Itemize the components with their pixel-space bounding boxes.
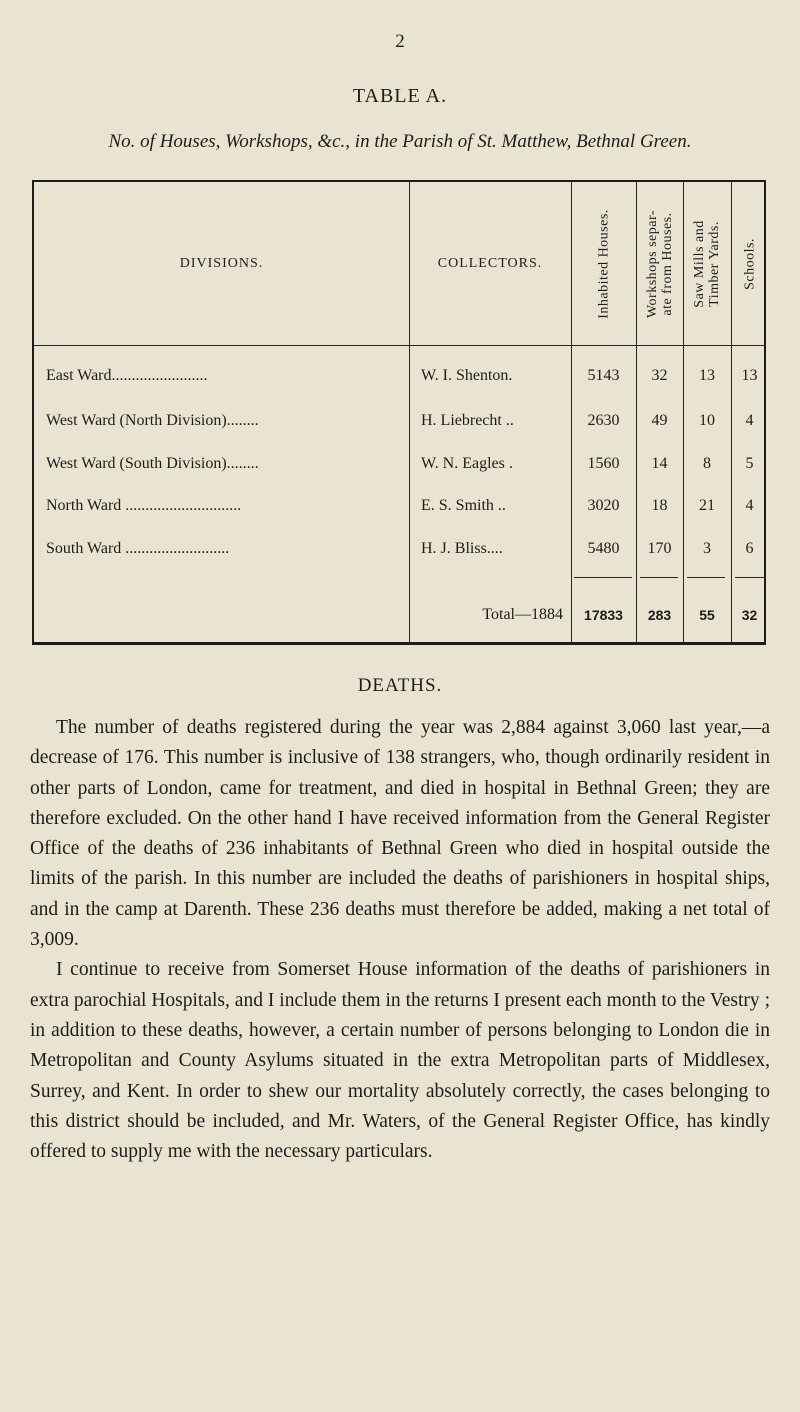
sawmills-cell: 13 [699, 367, 715, 384]
collector-cell: W. I. Shenton. [421, 367, 513, 384]
workshops-cell: 14 [651, 455, 668, 472]
total-schools: 32 [741, 607, 758, 623]
workshops-cell: 170 [647, 540, 672, 557]
table-subtitle: No. of Houses, Workshops, &c., in the Parish of St. Matthew, Bethnal Green. [108, 131, 692, 152]
header-workshops-line2: ate from Houses. [659, 211, 675, 316]
table-row [34, 488, 764, 524]
sawmills-cell: 8 [703, 455, 711, 472]
header-sawmills-line2: Timber Yards. [707, 220, 722, 307]
page-number: 2 [395, 31, 405, 52]
workshops-cell: 32 [651, 367, 668, 384]
sum-rule [640, 577, 678, 578]
header-schools [731, 182, 768, 345]
houses-table [32, 180, 766, 645]
header-divisions: DIVISIONS. [179, 255, 264, 271]
table-row [34, 403, 764, 439]
header-divider [34, 345, 764, 346]
inhabited-cell: 1560 [587, 455, 620, 472]
header-inhabited-houses [571, 182, 636, 345]
table-row [34, 358, 764, 394]
inhabited-cell: 5480 [587, 540, 620, 557]
division-cell: West Ward (North Division)........ [46, 412, 259, 429]
table-title: TABLE A. [352, 85, 448, 107]
division-cell: East Ward........................ [46, 367, 208, 384]
division-cell: West Ward (South Division)........ [46, 455, 259, 472]
header-inhabited-label: Inhabited Houses. [596, 208, 611, 319]
sawmills-cell: 10 [699, 412, 715, 429]
sawmills-cell: 21 [699, 497, 715, 514]
header-collectors: COLLECTORS. [437, 255, 543, 271]
header-sawmills [683, 182, 731, 345]
schools-cell: 5 [745, 455, 754, 472]
header-sawmills-line1: Saw Mills and [692, 219, 707, 308]
inhabited-cell: 3020 [587, 497, 620, 514]
inhabited-cell: 5143 [587, 367, 620, 384]
sum-rule [735, 577, 765, 578]
schools-cell: 13 [741, 367, 758, 384]
inhabited-cell: 2630 [587, 412, 620, 429]
header-schools-label: Schools. [742, 237, 757, 290]
schools-cell: 4 [745, 497, 754, 514]
collector-cell: W. N. Eagles . [421, 455, 513, 472]
collector-cell: E. S. Smith .. [421, 497, 506, 514]
header-workshops-line1: Workshops separ- [644, 209, 660, 318]
total-workshops: 283 [647, 607, 672, 623]
total-label: Total—1884 [482, 606, 563, 623]
deaths-paragraph: I continue to receive from Somerset House information of the deaths of parishioners in extra parochial Hospitals, and I include them in the returns I present each month to the Vestry ; in addition to these deaths, however, a certain number of persons belonging to London die in Metropolitan and County Asylums situated in the extra Metropolitan parts of Middlesex, Surrey, and Kent. In order to shew our mortality absolutely correctly, the cases belonging to this district should be included, and Mr. Waters, of the General Register Office, has kindly offered to supply me with the necessary particulars. [30, 959, 770, 1163]
schools-cell: 6 [745, 540, 754, 557]
workshops-cell: 18 [651, 497, 668, 514]
collector-cell: H. Liebrecht .. [421, 412, 514, 429]
division-cell: North Ward ............................. [46, 497, 242, 514]
deaths-heading: DEATHS. [357, 675, 443, 696]
workshops-cell: 49 [651, 412, 668, 429]
sum-rule [574, 577, 632, 578]
table-row [34, 531, 764, 567]
deaths-paragraph: The number of deaths registered during the year was 2,884 against 3,060 last year,—a decrease of 176. This number is inclusive of 138 strangers, who, though ordinarily resident in other parts of London, came for treatment, and died in hospital in Bethnal Green; they are therefore excluded. On the other hand I have received information from the General Register Office of the deaths of 236 inhabitants of Bethnal Green who died in hospital outside the limits of the parish. In this number are included the deaths of parishioners in hospital ships, and in the camp at Darenth. These 236 deaths must therefore be added, making a net total of 3,009. [30, 717, 770, 951]
schools-cell: 4 [745, 412, 754, 429]
table-row [34, 446, 764, 482]
collector-cell: H. J. Bliss.... [421, 540, 503, 557]
sum-rule [687, 577, 725, 578]
sawmills-cell: 3 [703, 540, 711, 557]
total-inhabited: 17833 [584, 607, 623, 623]
deaths-body [30, 713, 770, 1167]
division-cell: South Ward .......................... [46, 540, 230, 557]
header-workshops [636, 182, 683, 345]
total-sawmills: 55 [699, 607, 715, 623]
